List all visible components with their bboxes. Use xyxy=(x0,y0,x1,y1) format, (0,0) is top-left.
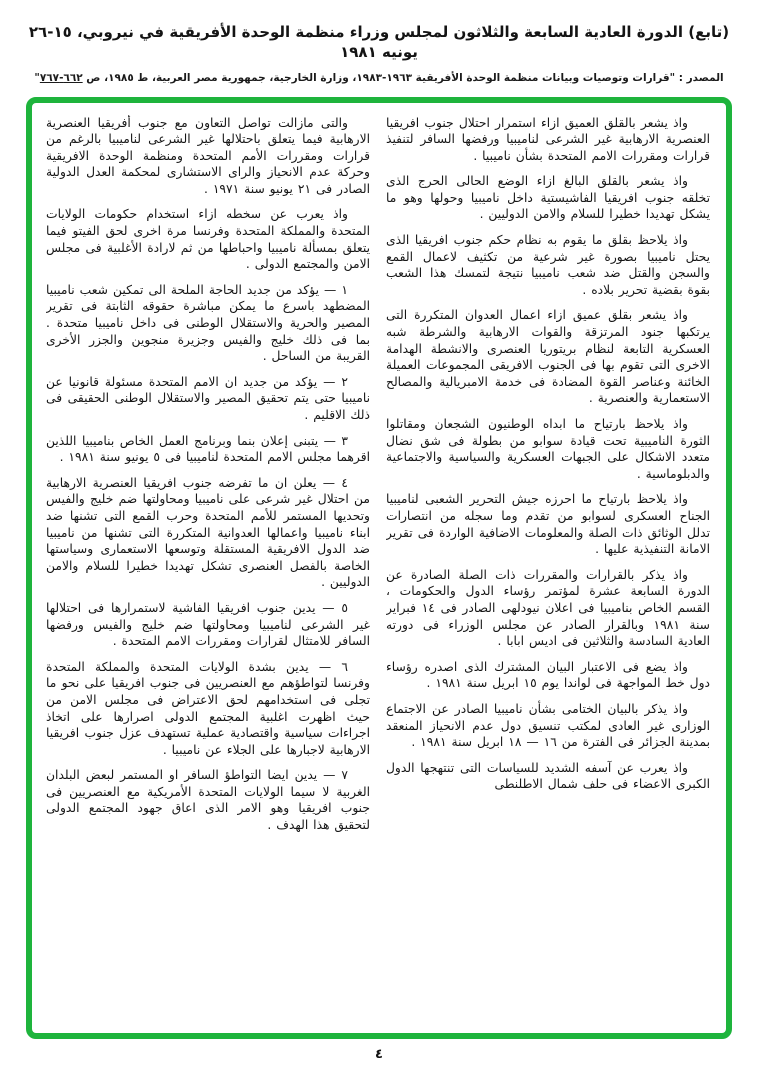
source-pages: ٦٦٢-٧٦٧ xyxy=(39,71,83,84)
page-number: ٤ xyxy=(375,1046,383,1062)
paragraph: واذ يعرب عن آسفه الشديد للسياسات التى تنتهجها الدول الكبرى الاعضاء فى حلف شمال الاطلنطى xyxy=(386,760,710,792)
source-text: المصدر : "قرارات وتوصيات وبيانات منظمة الوحدة الأفريقية ١٩٦٣-١٩٨٣، وزارة الخارجية، جمهورية مصر العربية، ط ١٩٨٥، ص xyxy=(82,71,724,84)
green-border-frame xyxy=(26,97,732,1039)
source-closing-quote: " xyxy=(34,71,40,84)
paragraph: واذ يلاحظ بارتياح ما ابداه الوطنيون الشجعان ومقاتلوا الثورة الناميبية تحت قيادة سوابو من بطولة فى شق نضال متعدد الاشكال على الجبهات العسكرية والسياسية والاجتماعية والدبلوماسية . xyxy=(386,417,710,481)
page-title: (تابع) الدورة العادية السابعة والثلاثون لمجلس وزراء منظمة الوحدة الأفريقية في نيروبي، ١٥-٢٦ يونيه ١٩٨١ xyxy=(28,23,730,62)
paragraph: واذ يعرب عن سخطه ازاء استخدام حكومات الولايات المتحدة والمملكة المتحدة وفرنسا مرة اخرى لحق الفيتو فيما يتعلق بمسألة ناميبيا واحباطها من ثم لارادة الأغلبية فى مجلس الامن والمجتمع الدولى . xyxy=(46,207,370,272)
paragraph: واذ يضع فى الاعتبار البيان المشترك الذى اصدره رؤساء دول خط المواجهة فى لواندا يوم ١٥ ابريل سنة ١٩٨١ . xyxy=(386,659,710,691)
paragraph: ٥ — يدين جنوب افريقيا الفاشية لاستمرارها فى احتلالها غير الشرعى لناميبيا ومحاولتها ضم خليج والفيس ورفضها السافر للامتثال لقرارات ومقررات الامم المتحدة . xyxy=(46,600,370,649)
paragraph: ٢ — يؤكد من جديد ان الامم المتحدة مسئولة قانونيا عن ناميبيا حتى يتم تحقيق المصير والاستقلال الوطنى الحقيقى فى ذلك الاقليم . xyxy=(46,374,370,422)
source-line xyxy=(0,72,758,84)
paragraph: واذ يلاحظ بقلق ما يقوم به نظام حكم جنوب افريقيا الذى يحتل ناميبيا بصورة غير شرعية من تكثيف لاعمال القمع والسجن والقتل ضد شعب ناميبيا نتيجة لتمسك هذا الشعب بقوة بقضية تحرير بلاده . xyxy=(386,233,710,297)
paragraph: ٦ — يدين بشدة الولايات المتحدة والمملكة المتحدة وفرنسا لتواطؤهم مع العنصريين فى جنوب افريقيا على نحو ما تجلى فى استخدامهم لحق الاعتراض فى مجلس الامن من حيث اظهرت اغلبية المجتمع الدولى اصرارها على اتخاذ اجراءات سياسية واقتصادية عملية تستهدف عزل جنوب افريقيا الارهابية لاجبارها على الجلاء عن ناميبيا . xyxy=(46,659,370,757)
paragraph: واذ يشعر بقلق عميق ازاء اعمال العدوان المتكررة التى يرتكبها جنود المرتزقة والقوات الارهابية والشرطة شبه العسكرية التابعة لنظام بريتوريا العنصرى والانشطة الهدامة الاخرى التى تقوم بها فى الجنوب الافريقى المجموعات العميلة الخائنة وعناصر القوة المضادة فى خدمة الامبريالية والمصالح الاستعمارية والعنصرية . xyxy=(386,308,710,406)
right-column xyxy=(386,115,710,1023)
paragraph: واذ يشعر بالقلق البالغ ازاء الوضع الحالى الحرج الذى تخلقه جنوب افريقيا الفاشيستية داخل ناميبيا وحولها وهو ما يشكل تهديدا خطيرا للسلام والامن الدوليين . xyxy=(386,174,710,222)
left-column xyxy=(46,115,370,1023)
paragraph: واذ يشعر بالقلق العميق ازاء استمرار احتلال جنوب افريقيا العنصرية الارهابية غير الشرعى لناميبيا ورفضها السافر لتنفيذ قرارات ومقررات الامم المتحدة بشأن ناميبيا . xyxy=(386,115,710,163)
paragraph: والتى مازالت تواصل التعاون مع جنوب أفريقيا العنصرية الارهابية فيما يتعلق باحتلالها غير الشرعى لناميبيا بالرغم من قرارات ومقررات الأمم المتحدة ومنظمة الوحدة الافريقية وحركة عدم الانحياز والراى الاستشارى لمحكمة العدل الدولية الصادر فى ٢١ يونيو سنة ١٩٧١ . xyxy=(46,115,370,196)
paragraph: ٤ — يعلن ان ما تفرضه جنوب افريقيا العنصرية الارهابية من احتلال غير شرعى على ناميبيا ومحاولتها ضم خليج والفيس وتحديها المستمر للأمم المتحدة وحرب القمع التى تشنها ضد ابناء ناميبيا واعمالها العدوانية المتكررة التى تشنها من ناميبيا ضد الدول الافريقية المستقلة وتوسعها الاستعمارى وسياستها الخاصة بالفصل العنصرى تشكل تهديدا خطيرا للسلام والامن الدوليين . xyxy=(46,475,370,590)
paragraph: واذ يذكر بالبيان الختامى بشأن ناميبيا الصادر عن الاجتماع الوزارى غير العادى لمكتب تنسيق دول عدم الانحياز المنعقد بمدينة الجزائر فى الفترة من ١٦ — ١٨ ابريل سنة ١٩٨١ . xyxy=(386,701,710,750)
paragraph: ٣ — يتبنى إعلان بنما وبرنامج العمل الخاص بناميبيا اللذين اقرهما مجلس الامم المتحدة لناميبيا فى ٥ يونيو سنة ١٩٨١ . xyxy=(46,433,370,465)
two-column-body xyxy=(46,115,710,1023)
paragraph: واذ يذكر بالقرارات والمقررات ذات الصلة الصادرة عن الدورة السابعة عشرة لمؤتمر رؤساء الدول والحكومات ، القسم الخاص بناميبيا فى اعلان نيودلهى الصادر فى ١٤ فبراير سنة ١٩٨١ وبالقرار الصادر عن مجلس الوزراء فى دورته العادية السادسة والثلاثين فى اديس ابابا . xyxy=(386,567,710,649)
document-header xyxy=(0,0,758,84)
paragraph: واذ يلاحظ بارتياح ما احرزه جيش التحرير الشعبى لناميبيا الجناح العسكرى لسوابو من تقدم وما سجله من انتصارات تدلل الوثائق ذات الصلة والمعلومات الاضافية الواردة فى تقرير الامانة التنفيذية عليها . xyxy=(386,492,710,557)
paragraph: ١ — يؤكد من جديد الحاجة الملحة الى تمكين شعب ناميبيا المضطهد باسرع ما يمكن مباشرة حقوقه الثابتة فى تقرير المصير والحرية والاستقلال الوطنى فى داخل ناميبيا متحدة . بما فى ذلك خليج والفيس وجزيرة منجوين والجزر الأخرى القريبة من الساحل . xyxy=(46,282,370,364)
paragraph: ٧ — يدين ايضا التواطؤ السافر او المستمر لبعض البلدان الغربية لا سيما الولايات المتحدة الأمريكية مع العنصريين فى جنوب افريقيا وهو الامر الذى اعاق جهود المجتمع الدولى لتحقيق هذا الهدف . xyxy=(46,768,370,833)
